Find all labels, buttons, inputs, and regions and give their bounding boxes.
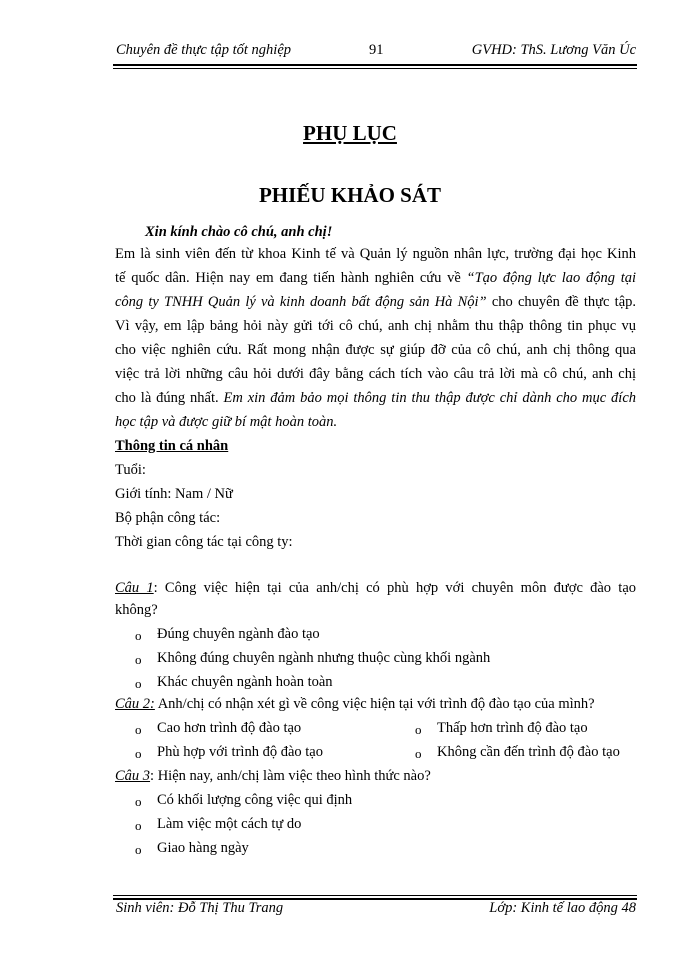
option-bullet-icon: o [135, 628, 142, 643]
option-bullet-icon: o [135, 676, 142, 691]
page-subtitle: PHIẾU KHẢO SÁT [258, 183, 442, 207]
q2-option-2: Thấp hơn trình độ đào tạo [437, 720, 588, 736]
q1-option-2: Không đúng chuyên ngành nhưng thuộc cùng khối ngành [157, 650, 491, 666]
page-number: 91 [369, 42, 384, 58]
intro-line-8: học tập và được giữ bí mật hoàn toàn. [115, 414, 338, 430]
option-bullet-icon: o [135, 794, 142, 809]
intro-line-2: tế quốc dân. Hiện nay em đang tiến hành nghiên cứu về “Tạo động lực lao động tại [115, 270, 637, 286]
q2-option-1: Cao hơn trình độ đào tạo [157, 720, 302, 736]
question-1: Câu 1: Công việc hiện tại của anh/chị có phù hợp với chuyên môn được đào tạo [115, 580, 637, 596]
option-bullet-icon: o [135, 842, 142, 857]
question-2: Câu 2: Anh/chị có nhận xét gì về công việc hiện tại với trình độ đào tạo của mình? [115, 696, 595, 712]
intro-line-1: Em là sinh viên đến từ khoa Kinh tế và Quản lý nguồn nhân lực, trường đại học Kinh [115, 246, 636, 262]
option-bullet-icon: o [135, 652, 142, 667]
age-field: Tuổi: [115, 462, 146, 478]
question-1-cont: không? [115, 602, 158, 618]
footer-right: Lớp: Kinh tế lao động 48 [489, 900, 636, 916]
intro-line-7: cho là đúng nhất. Em xin đảm bảo mọi thông tin thu thập được chỉ dành cho mục đích [115, 390, 636, 406]
header-rule [113, 64, 637, 66]
q3-option-3: Giao hàng ngày [157, 840, 249, 856]
option-bullet-icon: o [135, 722, 142, 737]
intro-line-6: việc trả lời những câu hỏi dưới đây bằng cách tích vào câu trả lời mà cô chú, anh chị [115, 366, 636, 382]
gender-field: Giới tính: Nam / Nữ [115, 486, 233, 502]
header-left: Chuyên đề thực tập tốt nghiệp [116, 42, 292, 58]
department-field: Bộ phận công tác: [115, 510, 221, 526]
intro-line-3: công ty TNHH Quản lý và kinh doanh bất động sản Hà Nội” cho chuyên đề thực tập. [115, 294, 637, 310]
option-bullet-icon: o [135, 746, 142, 761]
header-right: GVHD: ThS. Lương Văn Úc [471, 42, 636, 58]
greeting: Xin kính chào cô chú, anh chị! [145, 224, 333, 240]
option-bullet-icon: o [415, 722, 422, 737]
q3-option-2: Làm việc một cách tự do [157, 816, 302, 832]
footer-left: Sinh viên: Đỗ Thị Thu Trang [116, 900, 284, 916]
page-header [116, 42, 636, 64]
question-3: Câu 3: Hiện nay, anh/chị làm việc theo hình thức nào? [115, 768, 431, 784]
option-bullet-icon: o [415, 746, 422, 761]
option-bullet-icon: o [135, 818, 142, 833]
q1-option-1: Đúng chuyên ngành đào tạo [157, 626, 320, 642]
footer-rule-thin [113, 895, 637, 896]
page-footer [116, 900, 636, 922]
personal-info-heading: Thông tin cá nhân [115, 438, 229, 454]
q2-option-3: Phù hợp với trình độ đào tạo [157, 744, 323, 760]
q2-option-4: Không cần đến trình độ đào tạo [437, 744, 620, 760]
intro-line-5: cho việc nghiên cứu. Rất mong nhận được sự giúp đỡ của cô chú, anh chị thông qua [115, 342, 636, 358]
q3-option-1: Có khối lượng công việc qui định [157, 792, 353, 808]
q1-option-3: Khác chuyên ngành hoàn toàn [157, 674, 333, 690]
header-rule-thin [113, 68, 637, 69]
page-title: PHỤ LỤC [303, 121, 397, 145]
tenure-field: Thời gian công tác tại công ty: [115, 534, 293, 550]
intro-line-4: Vì vậy, em lập bảng hỏi này gửi tới cô chú, anh chị nhằm thu thập thông tin phục vụ [115, 318, 636, 334]
